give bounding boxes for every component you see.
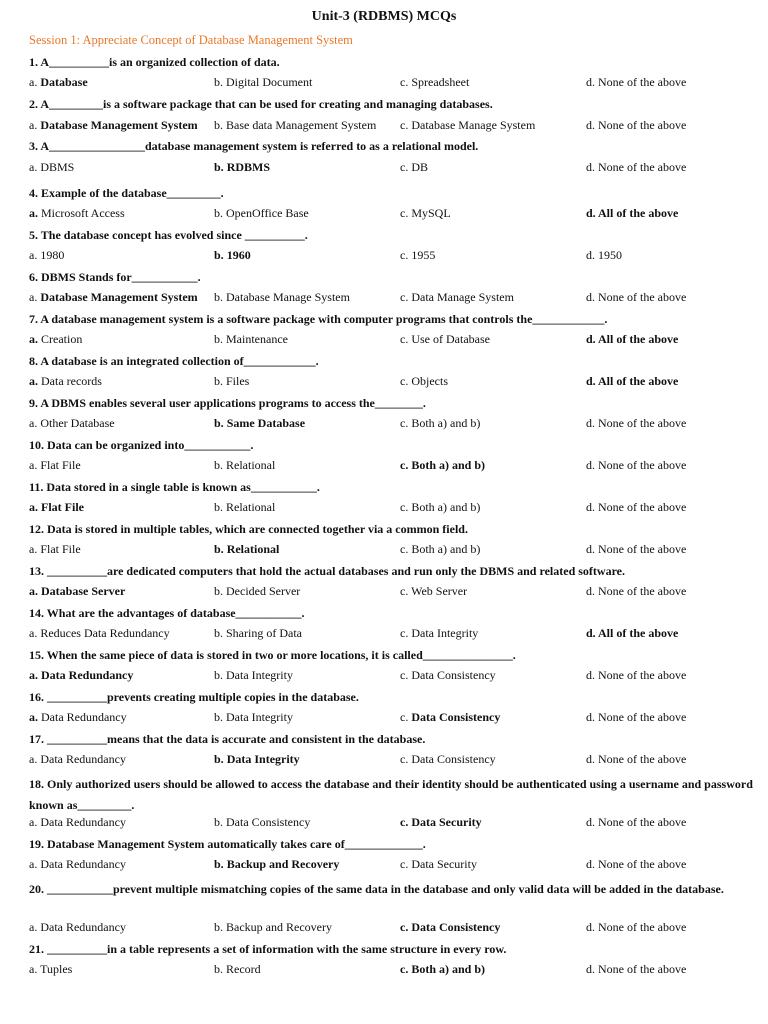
option-a xyxy=(29,458,81,473)
option-text: None of the above xyxy=(598,815,687,829)
option-a xyxy=(29,584,125,599)
option-text: None of the above xyxy=(598,962,687,976)
question-text: 1. A__________is an organized collection of data. xyxy=(29,55,280,69)
option-c xyxy=(400,710,500,725)
option-b xyxy=(214,118,376,133)
option-label: c. xyxy=(400,332,412,346)
option-text: None of the above xyxy=(598,584,687,598)
option-c xyxy=(400,416,480,431)
question-text: 18. Only authorized users should be allowed to access the database and their identity should be authenticated using a username and password known as_________. xyxy=(29,777,753,812)
option-c xyxy=(400,920,500,935)
option-text: 1960 xyxy=(226,248,251,262)
option-label: d. xyxy=(586,75,598,89)
option-text: Both a) and b) xyxy=(411,500,481,514)
option-text: Both a) and b) xyxy=(411,458,486,472)
option-d xyxy=(586,815,686,830)
option-a xyxy=(29,416,115,431)
option-row xyxy=(29,542,759,558)
option-text: Data Consistency xyxy=(411,752,496,766)
option-text: Flat File xyxy=(40,542,81,556)
option-a xyxy=(29,668,133,683)
option-text: Backup and Recovery xyxy=(226,920,332,934)
option-text: DBMS xyxy=(40,160,75,174)
option-row xyxy=(29,75,759,91)
question-text: 16. __________prevents creating multiple copies in the database. xyxy=(29,690,359,704)
option-row xyxy=(29,500,759,516)
option-c xyxy=(400,206,451,221)
option-label: d. xyxy=(586,815,598,829)
option-label: c. xyxy=(400,584,412,598)
option-label: a. xyxy=(29,248,41,262)
option-text: None of the above xyxy=(598,857,687,871)
option-text: All of the above xyxy=(598,626,679,640)
page-title: Unit-3 (RDBMS) MCQs xyxy=(311,9,457,24)
option-label: b. xyxy=(214,857,227,871)
option-text: Both a) and b) xyxy=(411,542,481,556)
option-label: a. xyxy=(29,118,41,132)
option-c xyxy=(400,458,485,473)
option-d xyxy=(586,118,686,133)
option-d xyxy=(586,458,686,473)
option-text: Data Security xyxy=(411,857,477,871)
option-text: Use of Database xyxy=(411,332,490,346)
option-c xyxy=(400,626,478,641)
option-label: d. xyxy=(586,920,598,934)
option-c xyxy=(400,815,482,830)
option-text: Objects xyxy=(411,374,448,388)
option-d xyxy=(586,248,622,263)
option-a xyxy=(29,248,64,263)
option-text: Data Redundancy xyxy=(41,710,127,724)
option-row xyxy=(29,118,759,134)
option-b xyxy=(214,374,249,389)
option-text: None of the above xyxy=(598,118,687,132)
option-label: d. xyxy=(586,206,599,220)
option-label: b. xyxy=(214,374,226,388)
option-text: Data Integrity xyxy=(226,710,293,724)
option-label: a. xyxy=(29,668,41,682)
option-label: d. xyxy=(586,857,598,871)
option-b xyxy=(214,857,339,872)
option-text: Spreadsheet xyxy=(411,75,470,89)
option-text: Data Redundancy xyxy=(40,857,126,871)
option-label: d. xyxy=(586,710,598,724)
option-label: a. xyxy=(29,815,41,829)
option-a xyxy=(29,815,126,830)
option-label: b. xyxy=(214,752,227,766)
option-row xyxy=(29,248,759,264)
option-label: c. xyxy=(400,857,412,871)
option-label: b. xyxy=(214,542,227,556)
option-label: b. xyxy=(214,332,226,346)
question-text: 14. What are the advantages of database___________. xyxy=(29,606,305,620)
option-d xyxy=(586,920,686,935)
question-text: 5. The database concept has evolved since __________. xyxy=(29,228,308,242)
question-text: 15. When the same piece of data is stored in two or more locations, it is called_______________. xyxy=(29,648,516,662)
option-label: a. xyxy=(29,75,41,89)
option-text: Relational xyxy=(226,500,276,514)
option-c xyxy=(400,962,485,977)
option-text: Data Integrity xyxy=(226,668,293,682)
option-text: None of the above xyxy=(598,542,687,556)
option-d xyxy=(586,206,678,221)
option-text: Data Consistency xyxy=(411,920,501,934)
session-heading: Session 1: Appreciate Concept of Database Management System xyxy=(29,33,353,47)
option-label: b. xyxy=(214,710,226,724)
option-label: c. xyxy=(400,374,412,388)
option-d xyxy=(586,75,686,90)
option-c xyxy=(400,374,448,389)
option-text: None of the above xyxy=(598,500,687,514)
option-text: None of the above xyxy=(598,710,687,724)
option-label: d. xyxy=(586,374,599,388)
option-row xyxy=(29,416,759,432)
option-label: b. xyxy=(214,160,227,174)
option-label: a. xyxy=(29,206,41,220)
option-a xyxy=(29,920,126,935)
option-text: OpenOffice Base xyxy=(226,206,309,220)
option-b xyxy=(214,584,300,599)
option-row xyxy=(29,374,759,390)
option-text: MySQL xyxy=(411,206,451,220)
option-text: RDBMS xyxy=(226,160,271,174)
option-label: c. xyxy=(400,752,412,766)
question-text: 8. A database is an integrated collection of____________. xyxy=(29,354,319,368)
option-label: c. xyxy=(400,248,412,262)
option-label: b. xyxy=(214,668,226,682)
option-text: None of the above xyxy=(598,752,687,766)
option-b xyxy=(214,962,261,977)
option-label: c. xyxy=(400,542,412,556)
option-b xyxy=(214,500,275,515)
option-a xyxy=(29,962,72,977)
option-b xyxy=(214,815,310,830)
option-d xyxy=(586,290,686,305)
option-b xyxy=(214,160,270,175)
option-a xyxy=(29,752,126,767)
option-row xyxy=(29,290,759,306)
option-text: Files xyxy=(226,374,250,388)
option-b xyxy=(214,332,288,347)
option-label: a. xyxy=(29,500,41,514)
option-label: a. xyxy=(29,332,41,346)
option-row xyxy=(29,962,759,978)
option-label: c. xyxy=(400,626,412,640)
option-text: 1955 xyxy=(411,248,436,262)
option-text: All of the above xyxy=(598,332,679,346)
option-text: Data Integrity xyxy=(226,752,300,766)
option-label: d. xyxy=(586,752,598,766)
option-label: c. xyxy=(400,500,412,514)
option-label: a. xyxy=(29,962,41,976)
option-text: Both a) and b) xyxy=(411,962,486,976)
option-label: c. xyxy=(400,920,412,934)
option-label: a. xyxy=(29,857,41,871)
option-label: d. xyxy=(586,542,598,556)
option-a xyxy=(29,160,74,175)
option-b xyxy=(214,920,332,935)
option-text: Web Server xyxy=(411,584,468,598)
option-label: c. xyxy=(400,160,412,174)
option-label: a. xyxy=(29,626,41,640)
option-label: b. xyxy=(214,962,226,976)
option-text: Data Manage System xyxy=(411,290,514,304)
option-c xyxy=(400,248,435,263)
option-label: c. xyxy=(400,75,412,89)
option-a xyxy=(29,374,102,389)
option-label: a. xyxy=(29,458,41,472)
option-text: 1950 xyxy=(598,248,622,262)
option-text: Relational xyxy=(226,458,276,472)
option-label: b. xyxy=(214,626,226,640)
option-text: Flat File xyxy=(41,500,84,514)
question-text: 20. ___________prevent multiple mismatching copies of the same data in the database and only valid data will be added in the database. xyxy=(29,882,724,896)
option-a xyxy=(29,542,81,557)
option-row xyxy=(29,160,759,176)
option-label: d. xyxy=(586,458,598,472)
option-d xyxy=(586,416,686,431)
option-b xyxy=(214,206,309,221)
question-text: 3. A________________database management system is referred to as a relational model. xyxy=(29,139,479,153)
option-label: b. xyxy=(214,458,226,472)
option-a xyxy=(29,290,198,305)
option-text: Backup and Recovery xyxy=(226,857,340,871)
option-c xyxy=(400,160,428,175)
option-d xyxy=(586,962,686,977)
question-text: 17. __________means that the data is accurate and consistent in the database. xyxy=(29,732,426,746)
option-text: Data Redundancy xyxy=(41,668,134,682)
option-text: Decided Server xyxy=(226,584,301,598)
option-d xyxy=(586,626,678,641)
option-c xyxy=(400,584,467,599)
option-c xyxy=(400,500,480,515)
option-text: Database Manage System xyxy=(411,118,536,132)
option-text: Database Manage System xyxy=(226,290,350,304)
question-text: 9. A DBMS enables several user applications programs to access the________. xyxy=(29,396,426,410)
option-label: c. xyxy=(400,815,412,829)
option-text: Data Consistency xyxy=(411,668,496,682)
option-text: Data records xyxy=(41,374,102,388)
option-label: a. xyxy=(29,584,41,598)
option-label: b. xyxy=(214,118,226,132)
option-text: Reduces Data Redundancy xyxy=(40,626,170,640)
option-text: Relational xyxy=(226,542,280,556)
option-label: c. xyxy=(400,290,412,304)
option-text: Data Integrity xyxy=(411,626,479,640)
option-label: d. xyxy=(586,290,598,304)
option-c xyxy=(400,290,514,305)
option-label: d. xyxy=(586,160,598,174)
option-c xyxy=(400,75,469,90)
option-text: 1980 xyxy=(40,248,65,262)
option-text: Microsoft Access xyxy=(41,206,125,220)
question-text: 13. __________are dedicated computers that hold the actual databases and run only the DBMS and related software. xyxy=(29,564,626,578)
option-a xyxy=(29,500,84,515)
option-b xyxy=(214,626,302,641)
option-b xyxy=(214,668,293,683)
option-row xyxy=(29,710,759,726)
option-label: c. xyxy=(400,962,412,976)
option-label: c. xyxy=(400,458,412,472)
option-label: d. xyxy=(586,668,598,682)
option-c xyxy=(400,118,535,133)
option-text: Flat File xyxy=(40,458,81,472)
option-label: d. xyxy=(586,332,599,346)
question-text: 2. A_________is a software package that can be used for creating and managing databases. xyxy=(29,97,493,111)
option-b xyxy=(214,75,312,90)
option-text: Record xyxy=(226,962,261,976)
option-text: Database Management System xyxy=(40,290,198,304)
option-label: d. xyxy=(586,500,598,514)
option-row xyxy=(29,668,759,684)
option-text: Other Database xyxy=(40,416,115,430)
option-text: None of the above xyxy=(598,416,687,430)
option-d xyxy=(586,857,686,872)
option-text: Tuples xyxy=(40,962,73,976)
option-label: c. xyxy=(400,710,412,724)
option-c xyxy=(400,668,496,683)
option-c xyxy=(400,752,496,767)
question-text: 12. Data is stored in multiple tables, which are connected together via a common field. xyxy=(29,522,468,536)
option-label: c. xyxy=(400,668,412,682)
option-text: Digital Document xyxy=(226,75,313,89)
option-label: d. xyxy=(586,626,599,640)
option-a xyxy=(29,626,170,641)
option-text: Database Management System xyxy=(40,118,198,132)
option-a xyxy=(29,710,127,725)
option-label: b. xyxy=(214,500,226,514)
option-label: d. xyxy=(586,416,598,430)
option-label: b. xyxy=(214,920,226,934)
option-text: Both a) and b) xyxy=(411,416,481,430)
option-text: None of the above xyxy=(598,668,687,682)
option-d xyxy=(586,668,686,683)
option-text: None of the above xyxy=(598,290,687,304)
option-text: Data Redundancy xyxy=(40,920,126,934)
option-b xyxy=(214,458,275,473)
option-text: Same Database xyxy=(226,416,306,430)
question-text: 4. Example of the database_________. xyxy=(29,186,224,200)
question-text: 7. A database management system is a software package with computer programs that controls the____________. xyxy=(29,312,608,326)
option-label: c. xyxy=(400,118,412,132)
option-text: Creation xyxy=(41,332,83,346)
option-c xyxy=(400,542,480,557)
option-label: c. xyxy=(400,206,412,220)
option-label: a. xyxy=(29,752,41,766)
question-text: 10. Data can be organized into___________. xyxy=(29,438,254,452)
option-text: None of the above xyxy=(598,920,687,934)
option-text: Sharing of Data xyxy=(226,626,302,640)
option-d xyxy=(586,752,686,767)
option-a xyxy=(29,857,126,872)
option-d xyxy=(586,332,678,347)
option-b xyxy=(214,752,300,767)
option-row xyxy=(29,815,759,831)
option-text: Data Consistency xyxy=(226,815,311,829)
option-b xyxy=(214,290,350,305)
option-text: Maintenance xyxy=(226,332,288,346)
option-label: b. xyxy=(214,248,227,262)
option-d xyxy=(586,710,686,725)
option-text: None of the above xyxy=(598,458,687,472)
option-b xyxy=(214,248,251,263)
option-row xyxy=(29,206,759,222)
option-label: b. xyxy=(214,815,226,829)
option-text: Base data Management System xyxy=(226,118,377,132)
option-d xyxy=(586,542,686,557)
option-label: d. xyxy=(586,118,598,132)
option-label: a. xyxy=(29,374,41,388)
question-text: 21. __________in a table represents a set of information with the same structure in every row. xyxy=(29,942,507,956)
option-label: a. xyxy=(29,920,41,934)
option-text: Data Consistency xyxy=(411,710,501,724)
option-label: b. xyxy=(214,290,226,304)
option-label: b. xyxy=(214,416,227,430)
option-d xyxy=(586,160,686,175)
option-d xyxy=(586,374,678,389)
option-row xyxy=(29,920,759,936)
option-label: c. xyxy=(400,416,412,430)
option-b xyxy=(214,416,305,431)
option-a xyxy=(29,75,88,90)
option-label: b. xyxy=(214,206,226,220)
option-text: None of the above xyxy=(598,75,687,89)
option-label: d. xyxy=(586,962,598,976)
option-text: Data Redundancy xyxy=(40,752,126,766)
option-a xyxy=(29,332,82,347)
option-label: a. xyxy=(29,160,41,174)
option-row xyxy=(29,332,759,348)
option-label: a. xyxy=(29,290,41,304)
option-text: None of the above xyxy=(598,160,687,174)
option-c xyxy=(400,332,490,347)
option-row xyxy=(29,752,759,768)
question-text: 19. Database Management System automatically takes care of_____________. xyxy=(29,837,426,851)
option-label: a. xyxy=(29,542,41,556)
option-text: Database xyxy=(40,75,88,89)
option-a xyxy=(29,118,198,133)
option-label: d. xyxy=(586,584,598,598)
option-label: b. xyxy=(214,75,226,89)
option-row xyxy=(29,626,759,642)
option-label: d. xyxy=(586,248,598,262)
option-c xyxy=(400,857,477,872)
option-label: b. xyxy=(214,584,226,598)
option-text: DB xyxy=(411,160,428,174)
option-text: All of the above xyxy=(598,374,679,388)
option-text: Data Redundancy xyxy=(40,815,126,829)
option-a xyxy=(29,206,125,221)
option-text: Database Server xyxy=(41,584,126,598)
option-text: Data Security xyxy=(411,815,482,829)
option-b xyxy=(214,542,279,557)
question-text: 6. DBMS Stands for___________. xyxy=(29,270,201,284)
option-row xyxy=(29,458,759,474)
option-label: a. xyxy=(29,710,41,724)
option-text: All of the above xyxy=(598,206,679,220)
option-label: a. xyxy=(29,416,41,430)
option-d xyxy=(586,500,686,515)
option-b xyxy=(214,710,293,725)
option-row xyxy=(29,857,759,873)
option-d xyxy=(586,584,686,599)
option-row xyxy=(29,584,759,600)
question-text: 11. Data stored in a single table is known as___________. xyxy=(29,480,320,494)
